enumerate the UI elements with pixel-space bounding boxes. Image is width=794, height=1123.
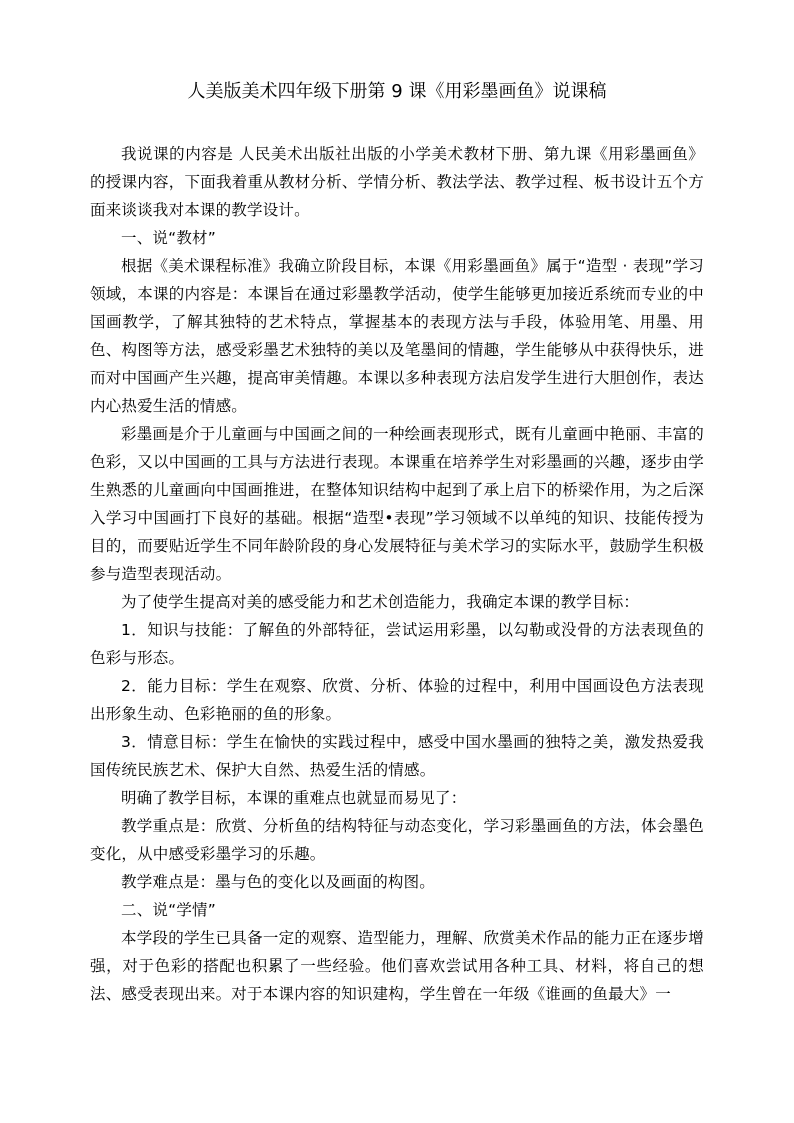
paragraph-key-point: 教学重点是：欣赏、分析鱼的结构特征与动态变化，学习彩墨画鱼的方法，体会墨色变化，从中感受彩墨学习的乐趣。 bbox=[90, 817, 704, 863]
paragraph-key-points-intro: 明确了教学目标，本课的重难点也就显而易见了： bbox=[121, 789, 467, 807]
paragraph-color-ink: 彩墨画是介于儿童画与中国画之间的一种绘画表现形式，既有儿童画中艳丽、丰富的色彩，又以中国画的工具与方法进行表现。本课重在培养学生对彩墨画的兴趣，逐步由学生熟悉的儿童画向中国画推进，在整体知识结构中起到了承上启下的桥梁作用，为之后深入学习中国画打下良好的基础。根据“造型•表现”学习领域不以单纯的知识、技能传授为目的，而要贴近学生不同年龄阶段的身心发展特征与美术学习的实际水平，鼓励学生积极参与造型表现活动。 bbox=[90, 425, 704, 583]
paragraph-intro: 我说课的内容是 人民美术出版社出版的小学美术教材下册、第九课《用彩墨画鱼》的授课内容，下面我着重从教材分析、学情分析、教法学法、教学过程、板书设计五个方面来谈谈我对本课的教学设计。 bbox=[90, 145, 704, 219]
goal-ability: 2．能力目标：学生在观察、欣赏、分析、体验的过程中，利用中国画设色方法表现出形象生动、色彩艳丽的鱼的形象。 bbox=[90, 677, 704, 723]
section-heading-students: 二、说“学情” bbox=[121, 901, 216, 919]
paragraph-difficulty: 教学难点是：墨与色的变化以及画面的构图。 bbox=[121, 873, 436, 891]
document-title: 人美版美术四年级下册第 9 课《用彩墨画鱼》说课稿 bbox=[187, 81, 607, 102]
paragraph-goals-intro: 为了使学生提高对美的感受能力和艺术创造能力，我确定本课的教学目标： bbox=[121, 593, 640, 611]
paragraph-curriculum: 根据《美术课程标准》我确立阶段目标，本课《用彩墨画鱼》属于“造型 · 表现”学习领域，本课的内容是：本课旨在通过彩墨教学活动，使学生能够更加接近系统而专业的中国画教学，了解其独特的艺术特点，掌握基本的表现方法与手段，体验用笔、用墨、用色、构图等方法，感受彩墨艺术独特的美以及笔墨间的情趣，学生能够从中获得快乐，进而对中国画产生兴趣，提高审美情趣。本课以多种表现方法启发学生进行大胆创作，表达内心热爱生活的情感。 bbox=[90, 257, 704, 415]
goal-knowledge: 1．知识与技能：了解鱼的外部特征，尝试运用彩墨，以勾勒或没骨的方法表现鱼的色彩与形态。 bbox=[90, 621, 704, 667]
goal-emotion: 3．情意目标：学生在愉快的实践过程中，感受中国水墨画的独特之美，激发热爱我国传统民族艺术、保护大自然、热爱生活的情感。 bbox=[90, 733, 704, 779]
paragraph-students: 本学段的学生已具备一定的观察、造型能力，理解、欣赏美术作品的能力正在逐步增强，对于色彩的搭配也积累了一些经验。他们喜欢尝试用各种工具、材料，将自己的想法、感受表现出来。对于本课内容的知识建构，学生曾在一年级《谁画的鱼最大》一 bbox=[90, 929, 704, 1003]
document-body bbox=[90, 140, 704, 1008]
section-heading-textbook: 一、说“教材” bbox=[121, 229, 216, 247]
